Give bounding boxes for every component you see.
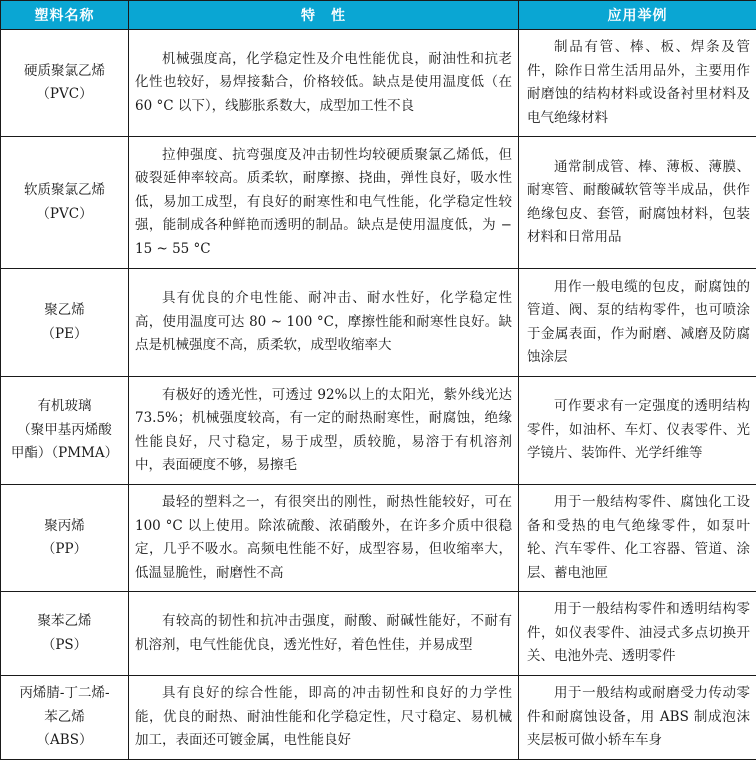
plastic-name-line: 聚苯乙烯 <box>37 613 92 629</box>
applications-cell: 用于一般结构零件和透明结构零件，如仪表零件、油浸式多点切换开关、电池外壳、透明零件 <box>519 592 756 676</box>
plastic-name-line: 聚丙烯 <box>44 517 85 534</box>
table-row <box>1 30 756 137</box>
applications-cell: 通常制成管、棒、薄板、薄膜、耐寒管、耐酸碱软管等半成品，供作绝缘包皮、套管，耐腐蚀材料，包装材料和日常用品 <box>519 137 756 269</box>
applications-cell: 用作一般电缆的包皮，耐腐蚀的管道、阀、泵的结构零件，也可喷涂于金属表面，作为耐磨、减磨及防腐蚀涂层 <box>519 269 756 377</box>
plastic-name-line: 聚乙烯 <box>44 302 85 318</box>
table-row <box>1 269 756 377</box>
properties-cell: 有极好的透光性，可透过 92%以上的太阳光，紫外线光达 73.5%；机械强度较高，有一定的耐热耐寒性，耐腐蚀，绝缘性能良好，尺寸稳定，易于成型，质较脆，易溶于有机溶剂中，表面硬度不够，易擦毛 <box>129 377 519 485</box>
plastic-name-line: 丙烯腈-丁二烯- <box>19 685 110 702</box>
plastic-name-cell <box>1 592 129 676</box>
applications-cell: 制品有管、棒、板、焊条及管件，除作日常生活用品外，主要用作耐磨蚀的结构材料或设备衬里材料及电气绝缘材料 <box>519 30 756 137</box>
table-row <box>1 137 756 269</box>
plastic-name-line: 有机玻璃 <box>37 398 92 415</box>
properties-cell: 拉伸强度、抗弯强度及冲击韧性均较硬质聚氯乙烯低，但破裂延伸率较高。质柔软，耐摩擦、挠曲，弹性良好，吸水性低，易加工成型，有良好的耐寒性和电气性能，化学稳定性较强，能制成各种鲜艳而透明的制品。缺点是使用温度低，为 − 15 ~ 55 °C <box>129 137 519 269</box>
properties-cell: 具有良好的综合性能，即高的冲击韧性和良好的力学性能，优良的耐热、耐油性能和化学稳定性，尺寸稳定、易机械加工，表面还可镀金属，电性能良好 <box>129 676 519 760</box>
header-properties: 特 性 <box>129 1 519 30</box>
plastic-abbr-line: 甲酯）（PMMA） <box>10 445 119 462</box>
plastic-abbr-line: （PP） <box>41 541 88 557</box>
applications-cell: 用于一般结构零件、腐蚀化工设备和受热的电气绝缘零件，如泵叶轮、汽车零件、化工容器、管道、涂层、蓄电池匣 <box>519 485 756 592</box>
properties-cell: 具有优良的介电性能、耐冲击、耐水性好，化学稳定性高，使用温度可达 80 ~ 100 °C，摩擦性能和耐寒性良好。缺点是机械强度不高，质柔软，成型收缩率大 <box>129 269 519 377</box>
applications-cell: 可作要求有一定强度的透明结构零件，如油杯、车灯、仪表零件、光学镜片、装饰件、光学纤维等 <box>519 377 756 485</box>
plastic-name-cell <box>1 676 129 760</box>
table-row <box>1 592 756 676</box>
plastic-abbr-line: （ABS） <box>36 732 93 749</box>
properties-cell: 有较高的韧性和抗冲击强度，耐酸、耐碱性能好，不耐有机溶剂，电气性能优良，透光性好，着色性佳，并易成型 <box>129 592 519 676</box>
plastic-abbr-line: （PS） <box>41 636 88 653</box>
applications-cell: 用于一般结构或耐磨受力传动零件和耐腐蚀设备，用 ABS 制成泡沫夹层板可做小轿车车身 <box>519 676 756 760</box>
plastic-name-line: 软质聚氯乙烯 <box>24 182 105 198</box>
plastic-name-line: （聚甲基丙烯酸 <box>17 421 112 438</box>
plastic-name-cell <box>1 485 129 592</box>
table-row <box>1 676 756 760</box>
header-plastic-name: 塑料名称 <box>1 1 129 30</box>
plastic-abbr-line: （PE） <box>41 325 88 342</box>
header-row <box>1 1 756 30</box>
plastic-abbr-line: （PVC） <box>36 86 93 102</box>
plastic-name-line: 硬质聚氯乙烯 <box>24 62 105 79</box>
header-applications: 应用举例 <box>519 1 756 30</box>
table-row <box>1 377 756 485</box>
properties-cell: 最轻的塑料之一，有很突出的刚性，耐热性能较好，可在 100 °C 以上使用。除浓硫酸、浓硝酸外，在许多介质中很稳定，几乎不吸水。高频电性能不好，成型容易，但收缩率大，低温显脆性，耐磨性不高 <box>129 485 519 592</box>
plastic-name-line: 苯乙烯 <box>44 708 85 725</box>
plastic-name-cell <box>1 269 129 377</box>
plastic-abbr-line: （PVC） <box>36 205 93 222</box>
plastic-name-cell <box>1 30 129 137</box>
table-row <box>1 485 756 592</box>
properties-cell: 机械强度高，化学稳定性及介电性能优良，耐油性和抗老化性也较好，易焊接黏合，价格较低。缺点是使用温度低（在 60 °C 以下），线膨胀系数大，成型加工性不良 <box>129 30 519 137</box>
plastic-name-cell <box>1 137 129 269</box>
plastic-name-cell <box>1 377 129 485</box>
